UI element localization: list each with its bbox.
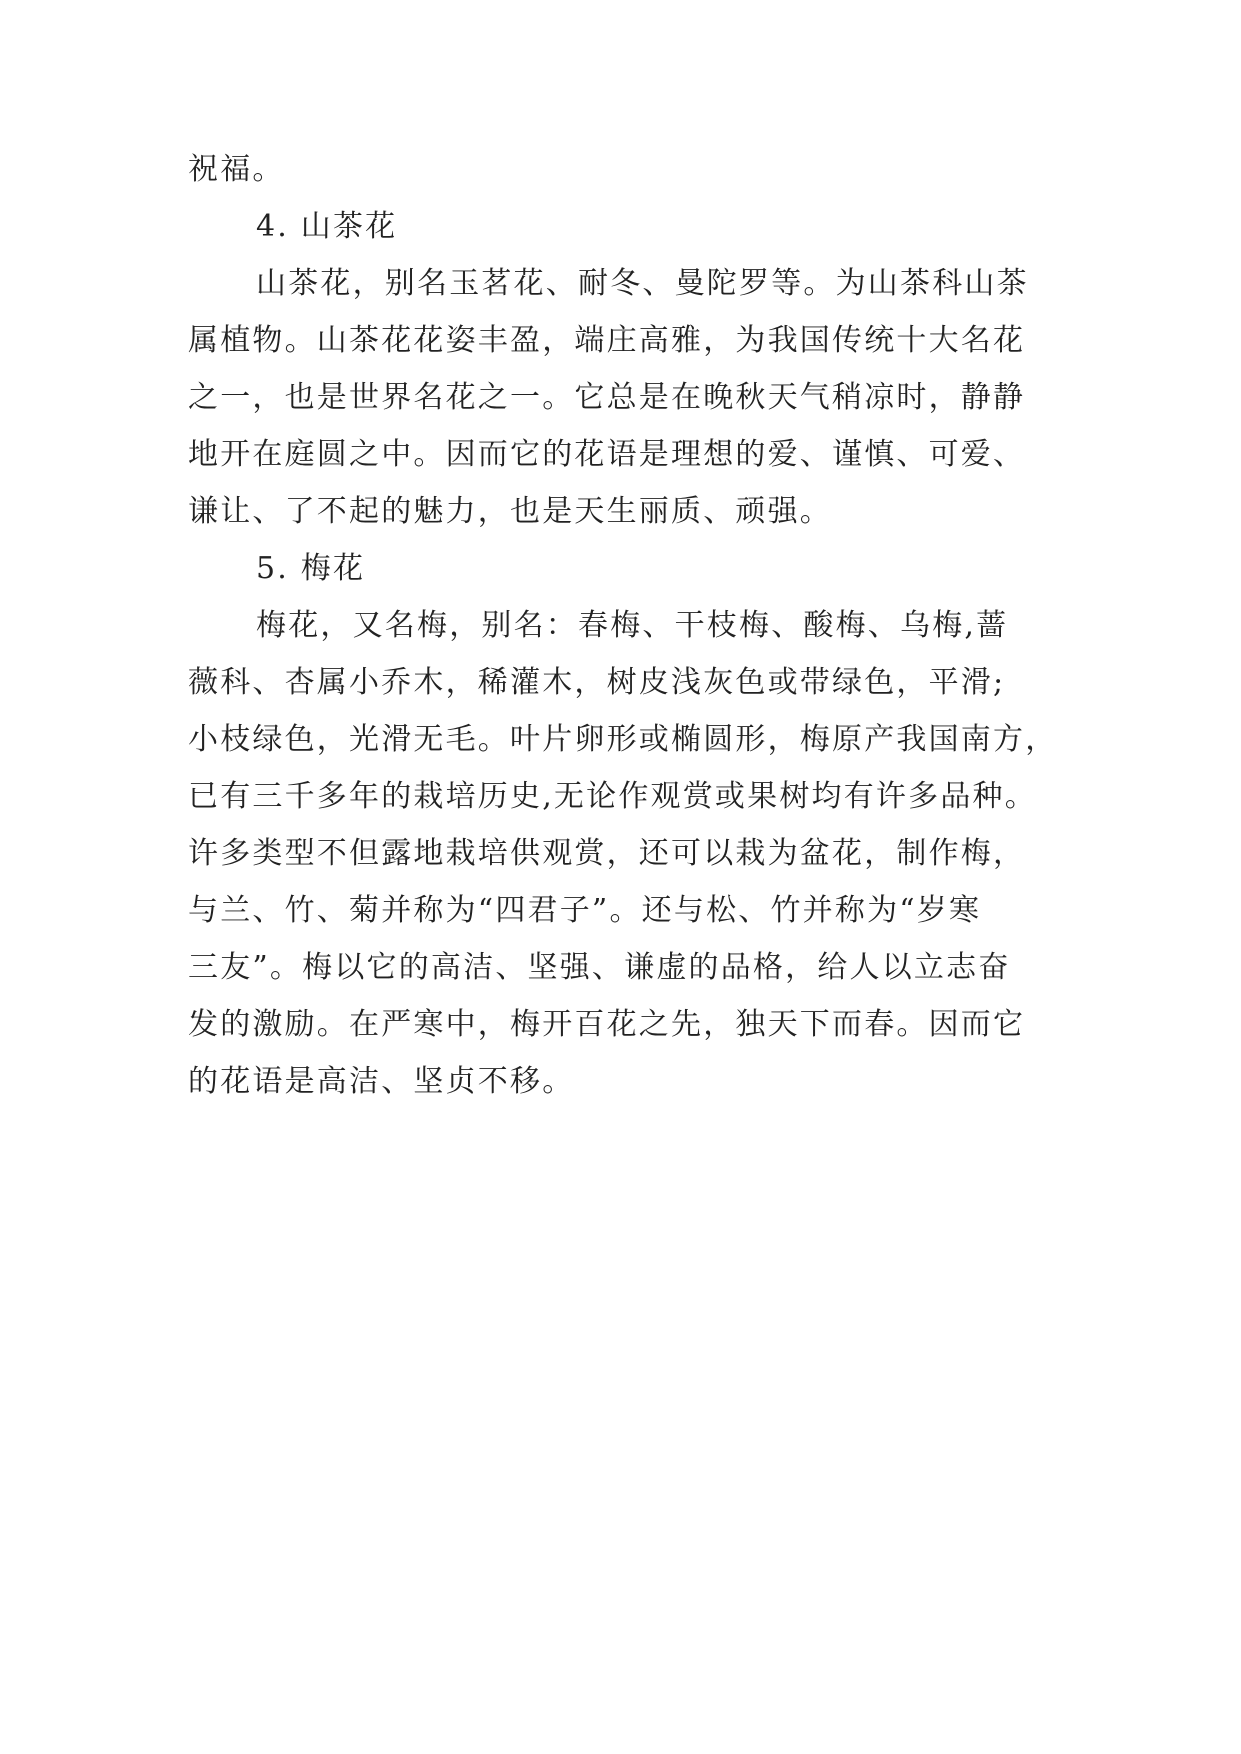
paragraph-line: 之一，也是世界名花之一。它总是在晚秋天气稍凉时，静静 [188,380,1026,415]
paragraph-line: 谦让、了不起的魅力，也是天生丽质、顽强。 [188,494,832,529]
continuation-line: 祝福。 [188,152,285,187]
paragraph-line: 梅花，又名梅，别名：春梅、干枝梅、酸梅、乌梅,蔷 [256,608,1009,643]
paragraph-line: 薇科、杏属小乔木，稀灌木，树皮浅灰色或带绿色，平滑; [188,665,1006,700]
paragraph-line: 发的激励。在严寒中，梅开百花之先，独天下而春。因而它 [188,1007,1026,1042]
paragraph-line: 已有三千多年的栽培历史,无论作观赏或果树均有许多品种。 [188,779,1037,814]
paragraph-line: 地开在庭圆之中。因而它的花语是理想的爱、谨慎、可爱、 [188,437,1026,472]
paragraph-line: 小枝绿色，光滑无毛。叶片卵形或椭圆形，梅原产我国南方， [188,722,1058,757]
section-heading-camellia: 4. 山茶花 [256,209,398,244]
paragraph-line: 与兰、竹、菊并称为“四君子”。还与松、竹并称为“岁寒 [188,893,982,928]
paragraph-line: 山茶花，别名玉茗花、耐冬、曼陀罗等。为山茶科山茶 [256,266,1029,301]
paragraph-line: 许多类型不但露地栽培供观赏，还可以栽为盆花，制作梅， [188,836,1026,871]
paragraph-line: 的花语是高洁、坚贞不移。 [188,1064,575,1099]
document-body [188,141,1068,1110]
paragraph-line: 属植物。山茶花花姿丰盈，端庄高雅，为我国传统十大名花 [188,323,1026,358]
paragraph-line: 三友”。梅以它的高洁、坚强、谦虚的品格，给人以立志奋 [188,950,1011,985]
section-heading-plum: 5. 梅花 [256,551,366,586]
